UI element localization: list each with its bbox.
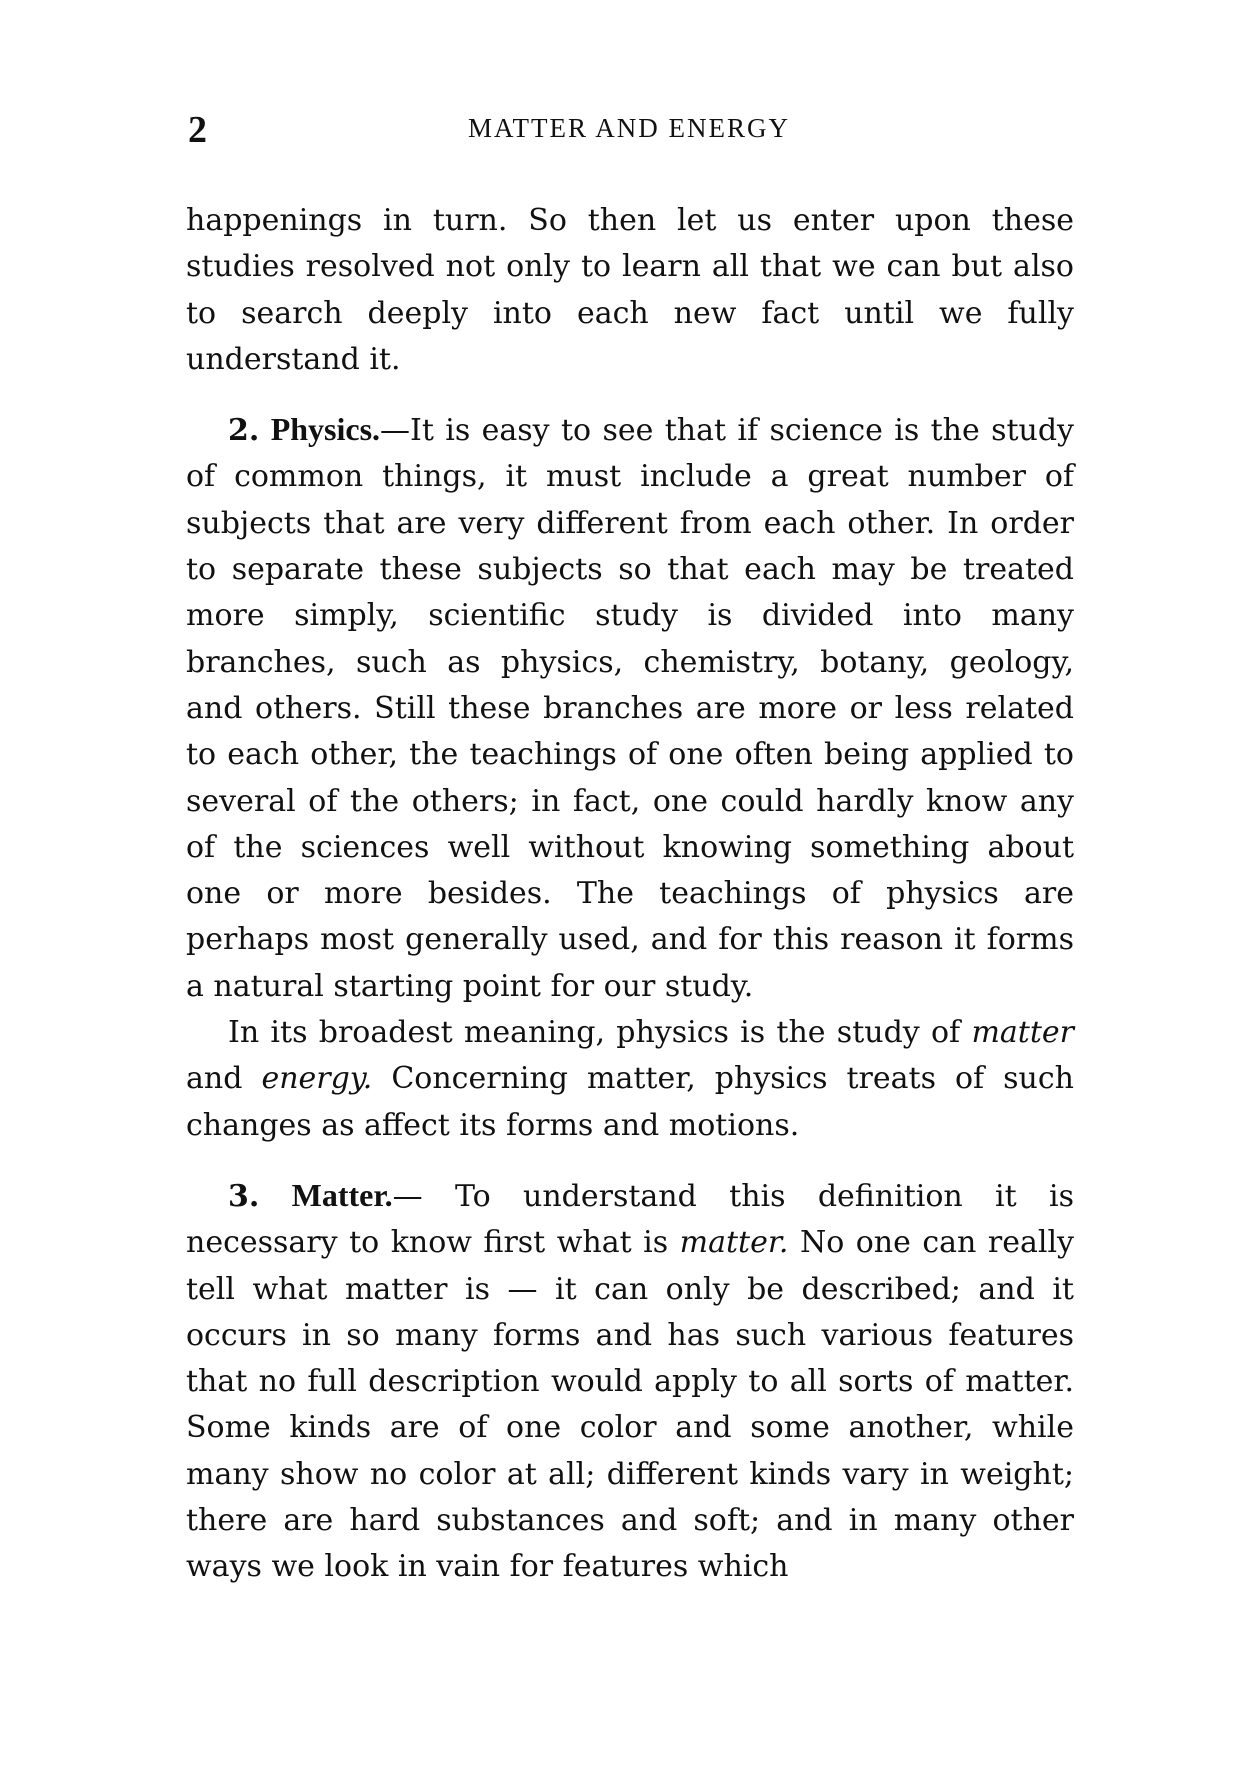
- section-physics: [186, 406, 1074, 1010]
- em-dash: —: [392, 1178, 423, 1214]
- section-number: 3.: [228, 1178, 260, 1214]
- text-run: Concerning matter, physics treats of such changes as affect its forms and motions.: [186, 1061, 1074, 1143]
- text-run: and: [186, 1061, 243, 1097]
- body-text: [186, 198, 1074, 1591]
- page-header: [188, 108, 1070, 156]
- text-run: In its broadest meaning, physics is the study of: [228, 1015, 961, 1051]
- em-dash: —: [380, 413, 411, 449]
- running-head: MATTER AND ENERGY: [468, 113, 790, 143]
- section-number: 2.: [228, 413, 260, 449]
- text-run: No one can really tell what matter is — it can only be described; and it occurs in so many forms and has such various features that no full description would apply to all sorts of matter. Some kinds are of one color and some another, while many show no color at all; different kinds vary in weight; there are hard substances and soft; and in many other ways we look in vain for features which: [186, 1225, 1074, 1585]
- section-body: It is easy to see that if science is the study of common things, it must include a great number of subjects that are very different from each other. In order to separate these subjects so that each may be treated more simply, scientific study is divided into many branches, such as physics, chemistry, botany, geology, and others. Still these branches are more or less related to each other, the teachings of one often being applied to several of the others; in fact, one could hardly know any of the sciences well without knowing something about one or more besides. The teachings of physics are perhaps most generally used, and for this reason it forms a natural starting point for our study.: [186, 413, 1074, 1004]
- italic-term: matter: [971, 1015, 1074, 1051]
- italic-term: energy.: [261, 1061, 373, 1097]
- paragraph-definition: [186, 1010, 1074, 1149]
- italic-term: matter.: [679, 1225, 789, 1261]
- section-title: Matter.: [291, 1176, 393, 1213]
- page-number: 2: [188, 109, 207, 151]
- section-matter: [186, 1172, 1074, 1591]
- text-run: To understand this definition it is necessary to know first what is: [186, 1178, 1075, 1261]
- paragraph-continued: happenings in turn. So then let us enter upon these studies resolved not only to learn all that we can but also to search deeply into each new fact until we fully understand it.: [186, 203, 1074, 377]
- section-title: Physics.: [270, 411, 381, 448]
